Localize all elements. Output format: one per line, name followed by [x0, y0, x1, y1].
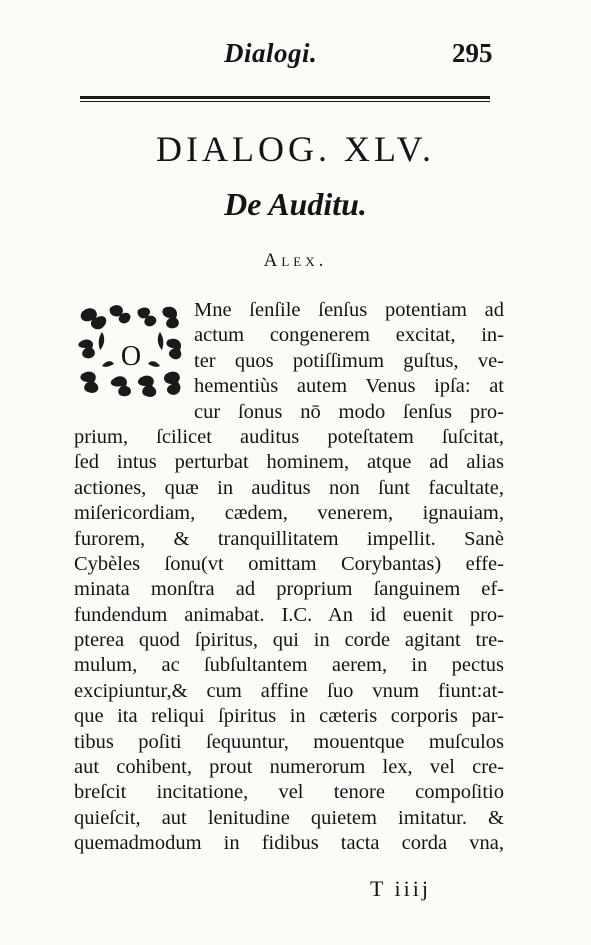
dialog-subtitle: De Auditu.	[224, 186, 367, 222]
running-head	[0, 38, 591, 72]
catchword-signature: T iiij	[370, 876, 431, 901]
text-line: furorem, & tranquillitatem impellit. Sanè	[74, 527, 504, 550]
text-line: Mne ſenſile ſenſus potentiam ad	[194, 299, 504, 321]
initial-letter: O	[120, 341, 142, 372]
text-line: cur ſonus nō modo ſenſus pro-	[194, 400, 504, 423]
text-line: minata monſtra ad proprium ſanguinem ef-	[74, 578, 504, 601]
text-line: actum congenerem excitat, in-	[194, 324, 504, 347]
text-line: ſed intus perturbat hominem, atque ad alias	[74, 451, 504, 474]
header-rule-thin	[80, 101, 490, 102]
header-rule-thick	[80, 96, 490, 99]
running-head-title: Dialogi.	[224, 38, 318, 68]
text-line: mulum, ac ſubſultantem aerem, in pectus	[74, 654, 504, 677]
text-line: actiones, quæ in auditus non ſunt facultate,	[74, 476, 504, 499]
text-line: prium, ſcilicet auditus poteſtatem ſuſcitat,	[74, 425, 504, 448]
text-line: que ita reliqui ſpiritus in cæteris corporis par-	[74, 705, 504, 728]
text-line: fundendum animabat. I.C. An id euenit pro-	[74, 603, 504, 626]
text-line: tibus poſiti ſequuntur, mouentque muſculos	[74, 730, 504, 753]
text-line: hementiùs autem Venus ipſa: at	[194, 375, 504, 398]
text-line: breſcit incitatione, vel tenore compoſitio	[74, 781, 504, 804]
speaker-name: Alex.	[263, 250, 328, 271]
text-line: ter quos potiſſimum guſtus, ve-	[194, 349, 504, 372]
text-line: excipiuntur,& cum affine ſuo vnum fiunt:at-	[74, 679, 504, 702]
text-line: pterea quod ſpiritus, qui in corde agitant tre-	[74, 629, 504, 652]
text-line: miſericordiam, cædem, venerem, ignauiam,	[74, 502, 504, 525]
page-number: 295	[452, 38, 493, 68]
text-line: Cybèles ſonu(vt omittam Corybantas) effe-	[74, 552, 504, 575]
text-line: aut cohibent, prout numerorum lex, vel cre-	[74, 756, 504, 779]
text-line: quieſcit, aut lenitudine quietem imitatur. &	[74, 806, 504, 829]
dialog-title: DIALOG. XLV.	[155, 129, 435, 169]
text-line: quemadmodum in fidibus tacta corda vna,	[74, 832, 504, 855]
dialog-body	[74, 298, 504, 857]
